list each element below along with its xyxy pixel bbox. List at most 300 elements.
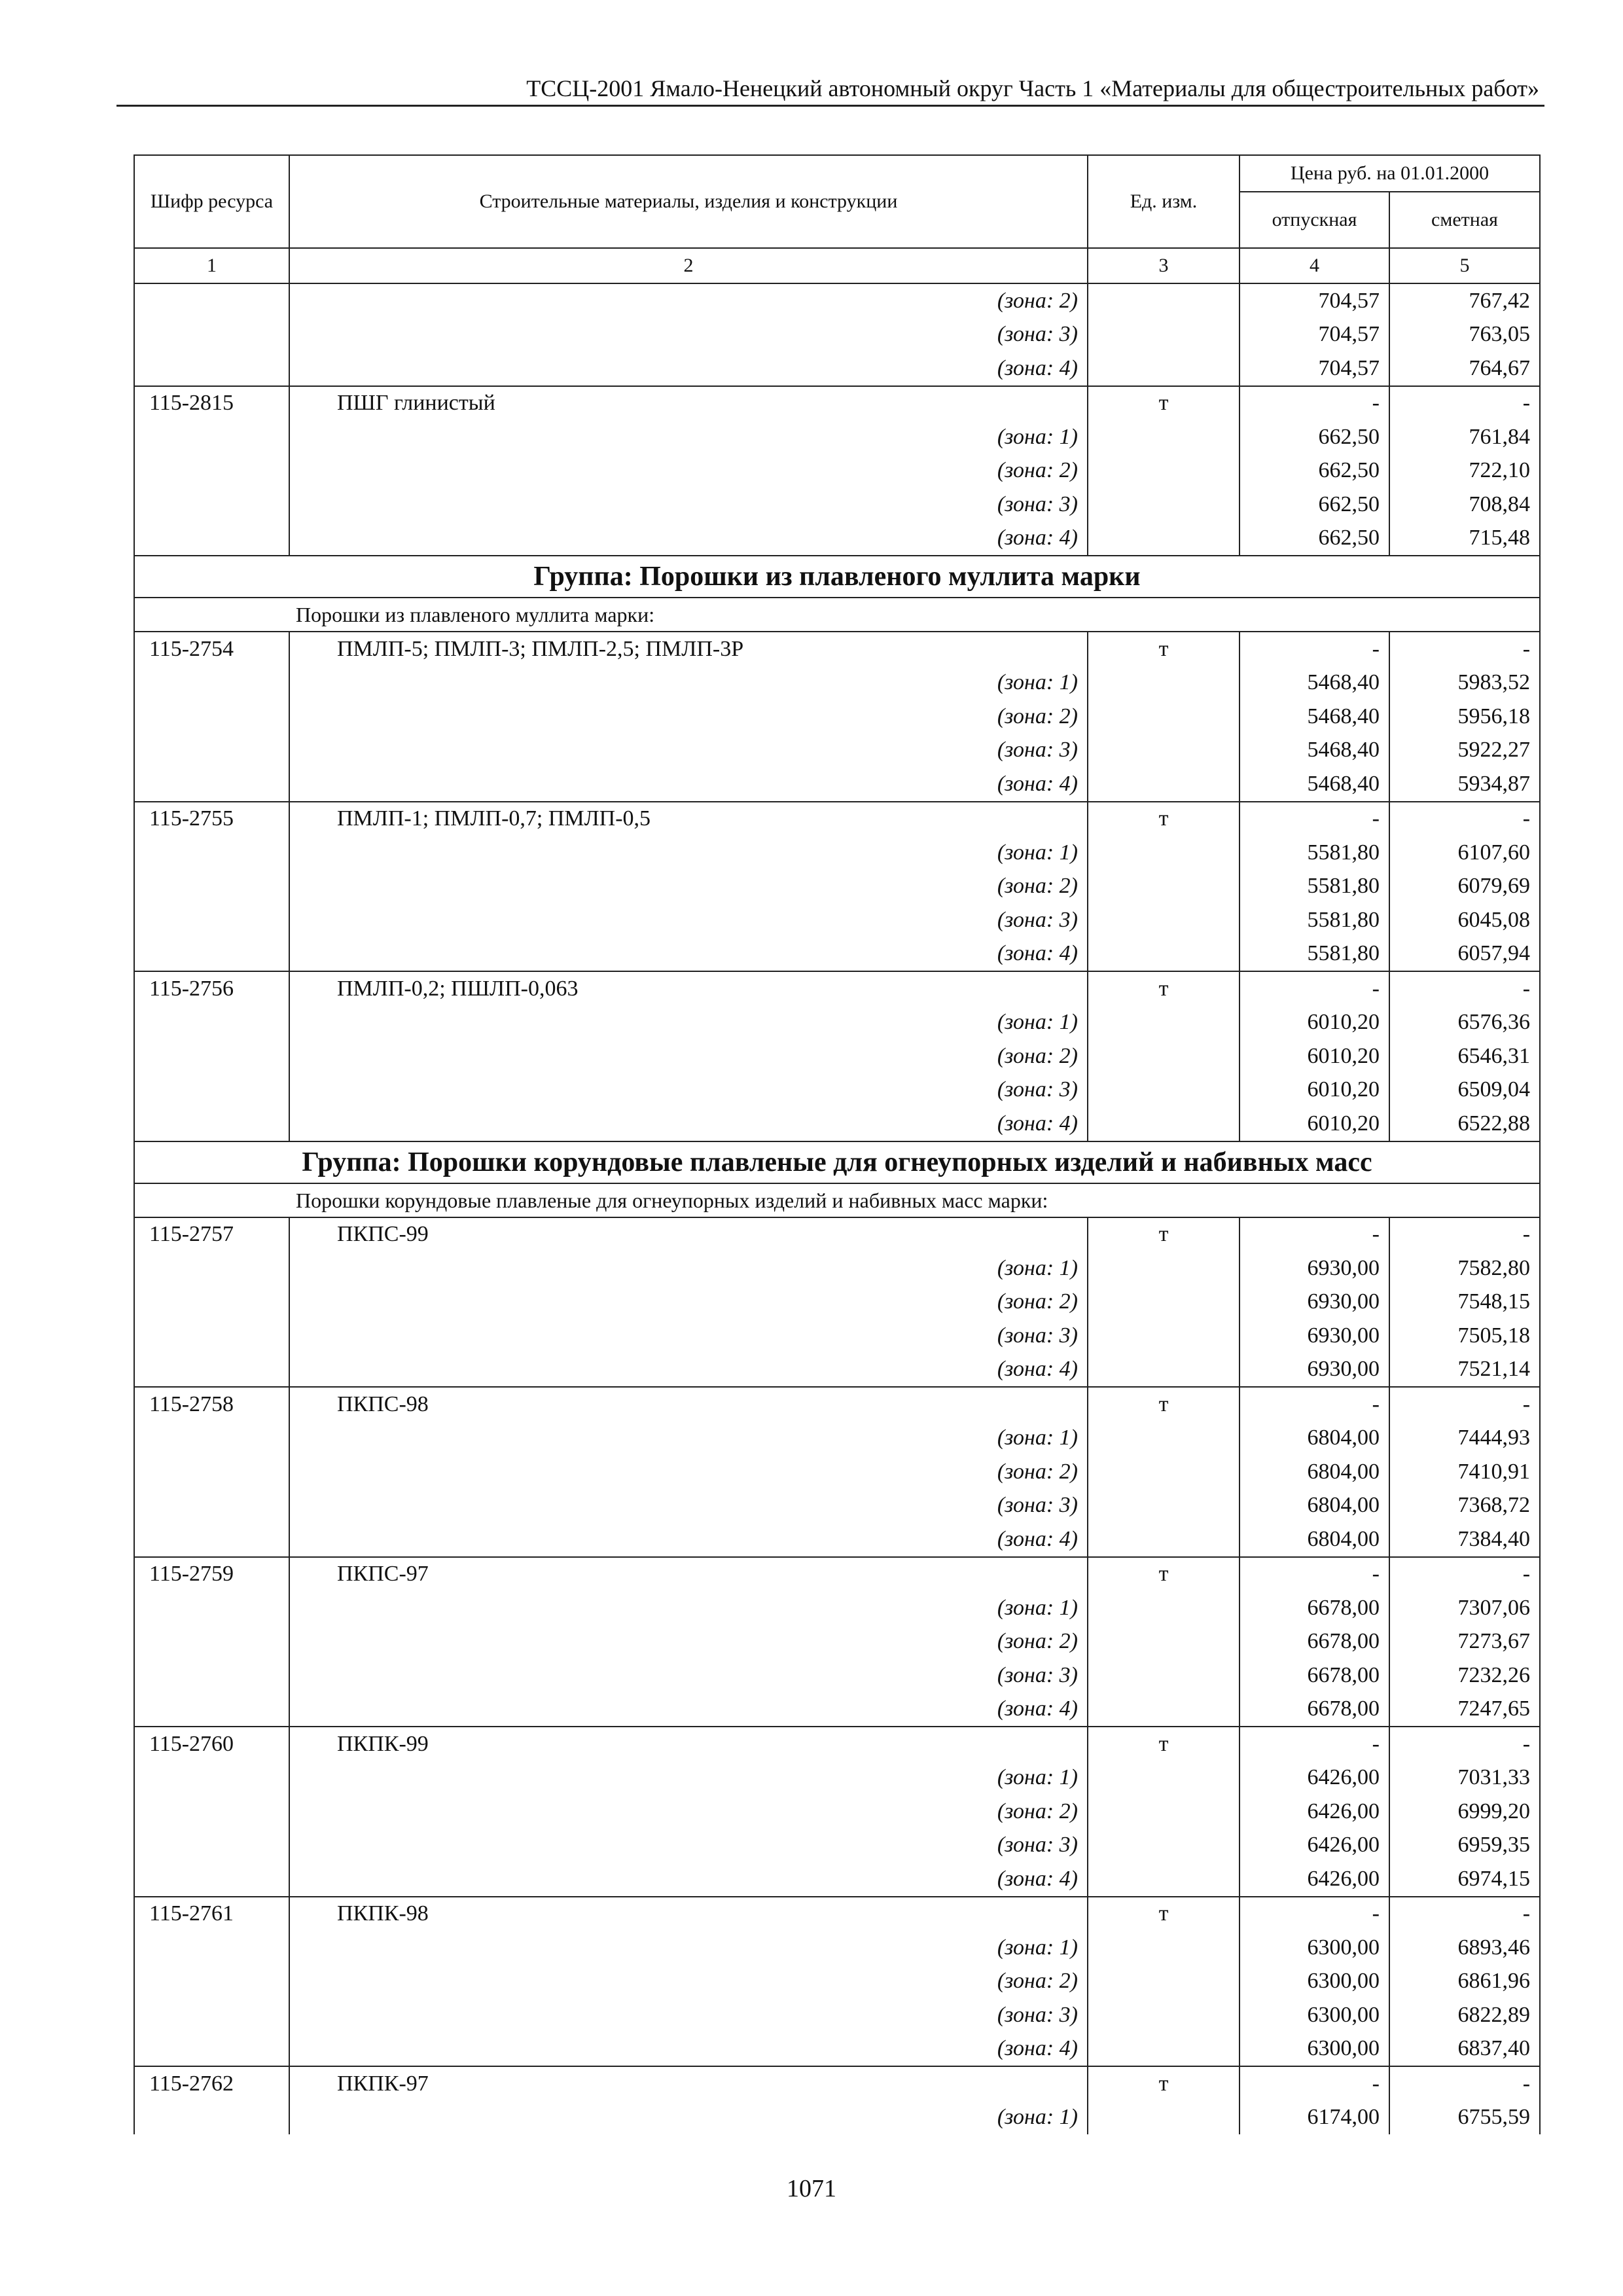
resource-code: 115-2756 [134, 971, 289, 1006]
resource-code [134, 1625, 289, 1659]
unit-cell [1088, 522, 1240, 556]
resource-code: 115-2757 [134, 1217, 289, 1252]
unit-cell: т [1088, 971, 1240, 1006]
resource-code [134, 1285, 289, 1319]
material-name: ПКПК-98 [289, 1897, 1088, 1931]
estimate-price: 767,42 [1389, 283, 1540, 318]
release-price: 6010,20 [1240, 1107, 1389, 1141]
zone-row [134, 454, 1540, 488]
estimate-price: 715,48 [1389, 522, 1540, 556]
zone-label: (зона: 2) [289, 454, 1088, 488]
unit-cell [1088, 283, 1240, 318]
resource-code [134, 2101, 289, 2135]
zone-row [134, 1107, 1540, 1141]
column-number: 5 [1389, 248, 1540, 283]
unit-cell: т [1088, 1217, 1240, 1252]
unit-cell [1088, 1455, 1240, 1489]
resource-code [134, 1489, 289, 1523]
estimate-price: 5922,27 [1389, 734, 1540, 768]
zone-label: (зона: 3) [289, 318, 1088, 352]
release-price: 5468,40 [1240, 767, 1389, 802]
resource-code [134, 1591, 289, 1625]
zone-label: (зона: 1) [289, 666, 1088, 700]
estimate-price: 6837,40 [1389, 2032, 1540, 2067]
resource-code: 115-2760 [134, 1727, 289, 1761]
resource-code: 115-2754 [134, 632, 289, 666]
release-price: 6804,00 [1240, 1489, 1389, 1523]
unit-cell [1088, 2101, 1240, 2135]
zone-row [134, 1795, 1540, 1829]
unit-cell [1088, 1761, 1240, 1795]
group-title: Группа: Порошки из плавленого муллита марки [134, 556, 1540, 598]
unit-cell [1088, 870, 1240, 904]
zone-row [134, 1073, 1540, 1107]
release-price: 6678,00 [1240, 1625, 1389, 1659]
resource-code [134, 2032, 289, 2067]
zone-row [134, 488, 1540, 522]
release-price: - [1240, 1727, 1389, 1761]
release-price: 6010,20 [1240, 1039, 1389, 1073]
zone-row [134, 1659, 1540, 1693]
release-price: - [1240, 1217, 1389, 1252]
zone-label: (зона: 1) [289, 1422, 1088, 1456]
subgroup-row [134, 598, 1540, 632]
estimate-price: 6822,89 [1389, 1998, 1540, 2032]
unit-cell [1088, 666, 1240, 700]
release-price: 6426,00 [1240, 1761, 1389, 1795]
zone-row [134, 1931, 1540, 1965]
table-header [134, 155, 1540, 283]
resource-code: 115-2815 [134, 386, 289, 421]
zone-label: (зона: 3) [289, 1829, 1088, 1863]
zone-row [134, 1353, 1540, 1388]
zone-label: (зона: 1) [289, 1006, 1088, 1040]
release-price: 6010,20 [1240, 1006, 1389, 1040]
zone-label: (зона: 2) [289, 1039, 1088, 1073]
estimate-price: 5956,18 [1389, 700, 1540, 734]
estimate-price: 7031,33 [1389, 1761, 1540, 1795]
resource-code: 115-2759 [134, 1557, 289, 1592]
release-price: 6300,00 [1240, 1931, 1389, 1965]
release-price: 5581,80 [1240, 836, 1389, 870]
resource-code [134, 870, 289, 904]
unit-cell [1088, 1625, 1240, 1659]
resource-code [134, 836, 289, 870]
zone-label: (зона: 4) [289, 1862, 1088, 1897]
release-price: 5581,80 [1240, 870, 1389, 904]
release-price: 704,57 [1240, 351, 1389, 386]
resource-code: 115-2755 [134, 802, 289, 836]
resource-code [134, 666, 289, 700]
zone-row [134, 1039, 1540, 1073]
release-price: 6930,00 [1240, 1319, 1389, 1353]
unit-cell [1088, 2032, 1240, 2067]
unit-cell [1088, 1319, 1240, 1353]
group-title: Группа: Порошки корундовые плавленые для огнеупорных изделий и набивных масс [134, 1141, 1540, 1183]
zone-row [134, 1693, 1540, 1727]
table-row [134, 1897, 1540, 1931]
zone-row [134, 870, 1540, 904]
estimate-price: 6974,15 [1389, 1862, 1540, 1897]
release-price: 6010,20 [1240, 1073, 1389, 1107]
resource-code [134, 283, 289, 318]
unit-cell: т [1088, 802, 1240, 836]
release-price: 662,50 [1240, 420, 1389, 454]
release-price: - [1240, 1387, 1389, 1422]
material-name: ПШГ глинистый [289, 386, 1088, 421]
estimate-price: 5934,87 [1389, 767, 1540, 802]
estimate-price: - [1389, 1217, 1540, 1252]
release-price: 6930,00 [1240, 1285, 1389, 1319]
table-row [134, 1387, 1540, 1422]
release-price: 6678,00 [1240, 1693, 1389, 1727]
zone-row [134, 1285, 1540, 1319]
zone-label: (зона: 3) [289, 1489, 1088, 1523]
zone-label: (зона: 3) [289, 1319, 1088, 1353]
unit-cell: т [1088, 632, 1240, 666]
zone-row [134, 734, 1540, 768]
table-row [134, 971, 1540, 1006]
zone-label: (зона: 1) [289, 1761, 1088, 1795]
release-price: 6426,00 [1240, 1862, 1389, 1897]
estimate-price: 6509,04 [1389, 1073, 1540, 1107]
header-name: Строительные материалы, изделия и конструкции [289, 155, 1088, 248]
zone-row [134, 522, 1540, 556]
release-price: 6930,00 [1240, 1353, 1389, 1388]
zone-label: (зона: 4) [289, 1107, 1088, 1141]
unit-cell [1088, 1039, 1240, 1073]
column-number: 4 [1240, 248, 1389, 283]
zone-label: (зона: 2) [289, 1285, 1088, 1319]
subgroup-row [134, 1183, 1540, 1217]
estimate-price: 6576,36 [1389, 1006, 1540, 1040]
unit-cell [1088, 1251, 1240, 1285]
estimate-price: - [1389, 1897, 1540, 1931]
zone-label: (зона: 1) [289, 420, 1088, 454]
release-price: 6804,00 [1240, 1455, 1389, 1489]
release-price: 5468,40 [1240, 666, 1389, 700]
resource-code [134, 1761, 289, 1795]
zone-label: (зона: 3) [289, 488, 1088, 522]
release-price: 5468,40 [1240, 700, 1389, 734]
zone-row [134, 1591, 1540, 1625]
estimate-price: - [1389, 632, 1540, 666]
release-price: 662,50 [1240, 522, 1389, 556]
unit-cell [1088, 1353, 1240, 1388]
estimate-price: - [1389, 1387, 1540, 1422]
material-name: ПКПС-98 [289, 1387, 1088, 1422]
release-price: - [1240, 386, 1389, 421]
subgroup-title: Порошки корундовые плавленые для огнеупорных изделий и набивных масс марки: [134, 1183, 1540, 1217]
zone-row [134, 1006, 1540, 1040]
column-number: 2 [289, 248, 1088, 283]
resource-code [134, 1862, 289, 1897]
estimate-price: 7582,80 [1389, 1251, 1540, 1285]
release-price: - [1240, 1897, 1389, 1931]
zone-row [134, 1422, 1540, 1456]
zone-row [134, 1489, 1540, 1523]
unit-cell [1088, 1489, 1240, 1523]
header-unit: Ед. изм. [1088, 155, 1240, 248]
estimate-price: 7444,93 [1389, 1422, 1540, 1456]
release-price: 704,57 [1240, 283, 1389, 318]
resource-code [134, 1422, 289, 1456]
estimate-price: 7548,15 [1389, 1285, 1540, 1319]
table-row [134, 1557, 1540, 1592]
zone-label: (зона: 1) [289, 1931, 1088, 1965]
unit-cell [1088, 836, 1240, 870]
estimate-price: - [1389, 386, 1540, 421]
unit-cell: т [1088, 1727, 1240, 1761]
unit-cell [1088, 1659, 1240, 1693]
zone-label: (зона: 4) [289, 351, 1088, 386]
resource-code [134, 1965, 289, 1999]
unit-cell [1088, 488, 1240, 522]
unit-cell [1088, 1522, 1240, 1557]
unit-cell [1088, 767, 1240, 802]
material-name: ПКПС-97 [289, 1557, 1088, 1592]
resource-code [134, 318, 289, 352]
resource-code [134, 1073, 289, 1107]
unit-cell [1088, 734, 1240, 768]
zone-row [134, 1761, 1540, 1795]
release-price: 5581,80 [1240, 903, 1389, 937]
zone-label: (зона: 4) [289, 2032, 1088, 2067]
zone-row [134, 1319, 1540, 1353]
estimate-price: 7247,65 [1389, 1693, 1540, 1727]
estimate-price: - [1389, 2066, 1540, 2101]
estimate-price: 6522,88 [1389, 1107, 1540, 1141]
header-code: Шифр ресурса [134, 155, 289, 248]
unit-cell [1088, 1795, 1240, 1829]
estimate-price: 6861,96 [1389, 1965, 1540, 1999]
column-number: 1 [134, 248, 289, 283]
release-price: 5581,80 [1240, 937, 1389, 972]
estimate-price: 6893,46 [1389, 1931, 1540, 1965]
zone-row [134, 666, 1540, 700]
price-table [134, 154, 1541, 2134]
zone-row [134, 318, 1540, 352]
table-row [134, 386, 1540, 421]
resource-code [134, 1319, 289, 1353]
zone-label: (зона: 1) [289, 2101, 1088, 2135]
unit-cell [1088, 1693, 1240, 1727]
release-price: 6678,00 [1240, 1659, 1389, 1693]
release-price: 6300,00 [1240, 1998, 1389, 2032]
resource-code [134, 1693, 289, 1727]
resource-code [134, 1006, 289, 1040]
zone-label: (зона: 3) [289, 1659, 1088, 1693]
unit-cell [1088, 1862, 1240, 1897]
resource-code [134, 522, 289, 556]
unit-cell [1088, 1107, 1240, 1141]
unit-cell [1088, 937, 1240, 972]
zone-label: (зона: 2) [289, 870, 1088, 904]
estimate-price: 722,10 [1389, 454, 1540, 488]
estimate-price: 7410,91 [1389, 1455, 1540, 1489]
zone-label: (зона: 3) [289, 903, 1088, 937]
estimate-price: 7505,18 [1389, 1319, 1540, 1353]
header-estimate: сметная [1389, 192, 1540, 248]
zone-label: (зона: 4) [289, 937, 1088, 972]
zone-label: (зона: 4) [289, 522, 1088, 556]
estimate-price: 6045,08 [1389, 903, 1540, 937]
release-price: 6426,00 [1240, 1829, 1389, 1863]
unit-cell [1088, 1931, 1240, 1965]
estimate-price: 7384,40 [1389, 1522, 1540, 1557]
zone-row [134, 1625, 1540, 1659]
unit-cell: т [1088, 2066, 1240, 2101]
release-price: 6804,00 [1240, 1522, 1389, 1557]
table-row [134, 802, 1540, 836]
unit-cell: т [1088, 386, 1240, 421]
unit-cell [1088, 700, 1240, 734]
zone-row [134, 836, 1540, 870]
unit-cell [1088, 1422, 1240, 1456]
zone-row [134, 1455, 1540, 1489]
estimate-price: 7232,26 [1389, 1659, 1540, 1693]
unit-cell: т [1088, 1557, 1240, 1592]
unit-cell [1088, 454, 1240, 488]
estimate-price: 708,84 [1389, 488, 1540, 522]
zone-row [134, 1998, 1540, 2032]
zone-row [134, 420, 1540, 454]
unit-cell [1088, 420, 1240, 454]
estimate-price: 6107,60 [1389, 836, 1540, 870]
unit-cell [1088, 1829, 1240, 1863]
zone-label: (зона: 4) [289, 1353, 1088, 1388]
unit-cell [1088, 903, 1240, 937]
resource-code [134, 903, 289, 937]
release-price: 6300,00 [1240, 1965, 1389, 1999]
zone-label: (зона: 4) [289, 767, 1088, 802]
release-price: - [1240, 802, 1389, 836]
zone-label: (зона: 1) [289, 1591, 1088, 1625]
resource-code: 115-2758 [134, 1387, 289, 1422]
table-row [134, 1217, 1540, 1252]
estimate-price: - [1389, 1557, 1540, 1592]
resource-code [134, 1522, 289, 1557]
zone-label: (зона: 1) [289, 836, 1088, 870]
resource-code: 115-2762 [134, 2066, 289, 2101]
zone-label: (зона: 2) [289, 1795, 1088, 1829]
estimate-price: 763,05 [1389, 318, 1540, 352]
resource-code [134, 767, 289, 802]
release-price: 6426,00 [1240, 1795, 1389, 1829]
header-release: отпускная [1240, 192, 1389, 248]
unit-cell [1088, 1006, 1240, 1040]
estimate-price: 6079,69 [1389, 870, 1540, 904]
resource-code [134, 1353, 289, 1388]
group-row [134, 1141, 1540, 1183]
material-name: ПМЛП-1; ПМЛП-0,7; ПМЛП-0,5 [289, 802, 1088, 836]
resource-code [134, 420, 289, 454]
release-price: 6804,00 [1240, 1422, 1389, 1456]
zone-label: (зона: 2) [289, 283, 1088, 318]
unit-cell: т [1088, 1387, 1240, 1422]
resource-code [134, 700, 289, 734]
zone-row [134, 351, 1540, 386]
running-header-title: ТССЦ-2001 Ямало-Ненецкий автономный округ Часть 1 «Материалы для общестроительных работ» [526, 75, 1539, 101]
table-row [134, 632, 1540, 666]
estimate-price: - [1389, 1727, 1540, 1761]
zone-row [134, 2032, 1540, 2067]
release-price: 5468,40 [1240, 734, 1389, 768]
resource-code [134, 1455, 289, 1489]
resource-code [134, 1829, 289, 1863]
zone-row [134, 903, 1540, 937]
zone-label: (зона: 4) [289, 1693, 1088, 1727]
zone-row [134, 937, 1540, 972]
page-number: 1071 [787, 2175, 836, 2202]
unit-cell [1088, 1965, 1240, 1999]
unit-cell [1088, 1073, 1240, 1107]
resource-code [134, 351, 289, 386]
resource-code [134, 1998, 289, 2032]
material-name: ПМЛП-0,2; ПШЛП-0,063 [289, 971, 1088, 1006]
zone-row [134, 767, 1540, 802]
estimate-price: 6959,35 [1389, 1829, 1540, 1863]
zone-row [134, 283, 1540, 318]
group-row [134, 556, 1540, 598]
material-name: ПКПК-99 [289, 1727, 1088, 1761]
material-name: ПКПК-97 [289, 2066, 1088, 2101]
release-price: 6678,00 [1240, 1591, 1389, 1625]
estimate-price: 7273,67 [1389, 1625, 1540, 1659]
estimate-price: 6546,31 [1389, 1039, 1540, 1073]
header-price: Цена руб. на 01.01.2000 [1240, 155, 1540, 192]
estimate-price: 6755,59 [1389, 2101, 1540, 2135]
table-row [134, 2066, 1540, 2101]
zone-label: (зона: 4) [289, 1522, 1088, 1557]
estimate-price: 7521,14 [1389, 1353, 1540, 1388]
zone-row [134, 1251, 1540, 1285]
zone-label: (зона: 2) [289, 1455, 1088, 1489]
subgroup-title: Порошки из плавленого муллита марки: [134, 598, 1540, 632]
estimate-price: 7368,72 [1389, 1489, 1540, 1523]
release-price: 662,50 [1240, 488, 1389, 522]
resource-code [134, 454, 289, 488]
zone-label: (зона: 3) [289, 1998, 1088, 2032]
resource-code [134, 1659, 289, 1693]
zone-row [134, 1965, 1540, 1999]
release-price: 6930,00 [1240, 1251, 1389, 1285]
zone-row [134, 2101, 1540, 2135]
resource-code: 115-2761 [134, 1897, 289, 1931]
release-price: 704,57 [1240, 318, 1389, 352]
material-name: ПКПС-99 [289, 1217, 1088, 1252]
release-price: - [1240, 971, 1389, 1006]
unit-cell [1088, 1591, 1240, 1625]
unit-cell [1088, 351, 1240, 386]
estimate-price: 6057,94 [1389, 937, 1540, 972]
zone-label: (зона: 2) [289, 1965, 1088, 1999]
zone-row [134, 1829, 1540, 1863]
resource-code [134, 1931, 289, 1965]
unit-cell [1088, 1998, 1240, 2032]
estimate-price: 764,67 [1389, 351, 1540, 386]
estimate-price: 6999,20 [1389, 1795, 1540, 1829]
zone-label: (зона: 2) [289, 1625, 1088, 1659]
release-price: - [1240, 632, 1389, 666]
resource-code [134, 1251, 289, 1285]
resource-code [134, 1039, 289, 1073]
release-price: 662,50 [1240, 454, 1389, 488]
unit-cell: т [1088, 1897, 1240, 1931]
zone-label: (зона: 3) [289, 1073, 1088, 1107]
release-price: - [1240, 2066, 1389, 2101]
estimate-price: - [1389, 802, 1540, 836]
